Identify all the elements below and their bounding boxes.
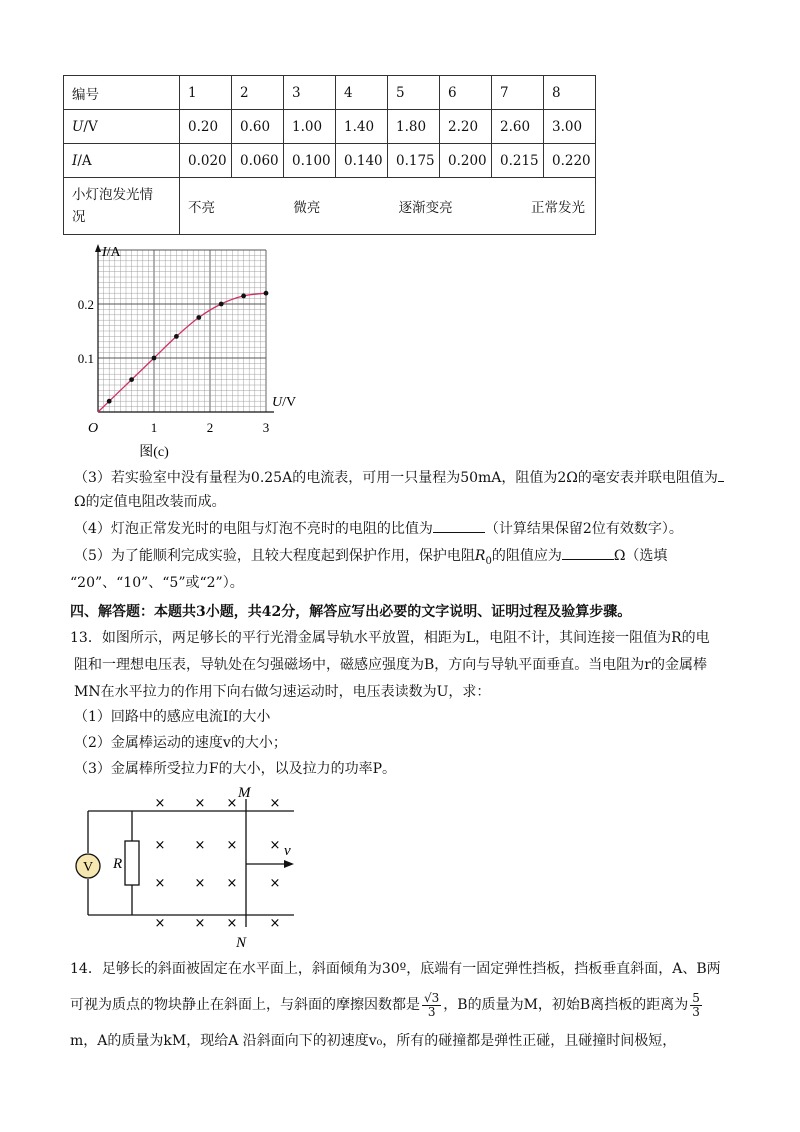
section-heading: 四、解答题：本题共3小题，共42分，解答应写出必要的文字说明、证明过程及验算步骤。 [70, 604, 632, 620]
voltmeter-label: V [82, 860, 94, 875]
table-cell: 0.220 [544, 144, 596, 178]
table-cell: 1.00 [284, 110, 336, 144]
problem-14-line: 14．足够长的斜面被固定在水平面上，斜面倾角为30º，底端有一固定弹性挡板，挡板垂直斜面，A、B两 [70, 961, 721, 977]
table-cell: 8 [544, 76, 596, 110]
table-cell: 5 [388, 76, 440, 110]
x-axis-label: U/V [272, 395, 297, 410]
field-cross: × [269, 876, 281, 891]
table-cell: 2.60 [492, 110, 544, 144]
problem-13-line: 阻和一理想电压表，导轨处在匀强磁场中，磁感应强度为B，方向与导轨平面垂直。当电阻为r的金属棒 [74, 657, 707, 673]
question-5-cont: “20”、“10”、“5”或“2”）。 [70, 575, 244, 591]
rod-label-n: N [236, 935, 247, 951]
field-cross: × [194, 876, 206, 891]
field-cross: × [226, 876, 238, 891]
lamp-state: 微亮 [293, 200, 321, 216]
y-tick-label: 0.1 [77, 351, 94, 366]
problem-13-line: 13．如图所示，两足够长的平行光滑金属导轨水平放置，相距为L，电阻不计，其间连接一阻值为R的电 [70, 630, 710, 646]
field-cross: × [194, 838, 206, 853]
field-cross: × [269, 916, 281, 931]
table-cell: 7 [492, 76, 544, 110]
question-5: （5）为了能顺利完成实验，且较大程度起到保护作用，保护电阻$R_0$的阻值应为 Ω（选填 [74, 548, 668, 567]
y-axis-arrow [95, 244, 101, 252]
table-cell: 2.20 [440, 110, 492, 144]
table-cell: 3.00 [544, 110, 596, 144]
field-cross: × [226, 838, 238, 853]
answer-blank[interactable] [433, 520, 485, 533]
table-cell: 0.20 [180, 110, 232, 144]
data-point [241, 294, 246, 299]
table-cell: 0.100 [284, 144, 336, 178]
answer-blank[interactable] [562, 547, 614, 560]
x-tick-label: 3 [262, 420, 270, 435]
lamp-states [188, 196, 595, 216]
velocity-arrow [284, 860, 294, 868]
table-cell: 6 [440, 76, 492, 110]
lamp-state: 逐渐变亮 [398, 200, 453, 216]
table-row-label: 小灯泡发光情 况 [64, 178, 180, 235]
field-cross: × [194, 796, 206, 811]
chart-axes [95, 244, 274, 412]
y-tick-label: 0.2 [77, 297, 94, 312]
answer-blank[interactable] [718, 469, 724, 482]
data-point [264, 291, 269, 296]
y-axis-label: I/A [102, 245, 121, 260]
problem-14-line: m，A的质量为kM，现给A 沿斜面向下的初速度v₀，所有的碰撞都是弹性正碰，且碰撞时间极短， [70, 1033, 677, 1049]
question-3: （3）若实验室中没有量程为0.25A的电流表，可用一只量程为50mA，阻值为2Ω的毫安表并联电阻值为 [74, 467, 724, 489]
data-point [219, 302, 224, 307]
fraction: $\frac{√3}{3}$ [424, 990, 440, 1019]
field-cross: × [194, 916, 206, 931]
table-cell: 3 [284, 76, 336, 110]
table-row-current [64, 144, 596, 178]
table-cell: 0.60 [232, 110, 284, 144]
field-cross: × [154, 916, 166, 931]
x-tick-label: 1 [150, 420, 158, 435]
problem-14-line: 可视为质点的物块静止在斜面上，与斜面的摩擦因数都是 $\frac{√3}{3}$ ，B的质量为M，初始B离挡板的距离为 $\frac{5}{3}$ [70, 990, 700, 1019]
origin-label: O [88, 421, 99, 436]
table-cell: 4 [336, 76, 388, 110]
problem-13-sub: （3）金属棒所受拉力F的大小，以及拉力的功率P。 [74, 761, 397, 777]
data-point [129, 377, 134, 382]
table-cell: 0.175 [388, 144, 440, 178]
question-3-cont: Ω的定值电阻改装而成。 [74, 494, 226, 510]
data-table [63, 75, 596, 235]
rod-label-m: M [238, 785, 251, 801]
field-cross: × [226, 796, 238, 811]
field-cross: × [269, 796, 281, 811]
lamp-state: 不亮 [188, 200, 215, 216]
iu-chart [60, 240, 320, 465]
problem-13-line: MN在水平拉力的作用下向右做匀速运动时，电压表读数为U，求： [74, 684, 491, 700]
table-cell: 编号 [64, 76, 180, 110]
table-cell: 1.40 [336, 110, 388, 144]
x-tick-label: 2 [206, 420, 214, 435]
table-cell: 0.215 [492, 144, 544, 178]
table-cell: 0.200 [440, 144, 492, 178]
data-point [196, 315, 201, 320]
field-cross: × [154, 796, 166, 811]
circuit-diagram [70, 785, 310, 953]
lamp-state: 正常发光 [530, 200, 585, 216]
table-row-label: I/A [64, 144, 180, 178]
table-cell: 2 [232, 76, 284, 110]
figure-caption: 图(c) [139, 445, 169, 460]
table-row-voltage [64, 110, 596, 144]
fraction: $\frac{5}{3}$ [692, 990, 700, 1019]
table-cell: 1 [180, 76, 232, 110]
table-row-label: U/V [64, 110, 180, 144]
question-4: （4）灯泡正常发光时的电阻与灯泡不亮时的电阻的比值为 （计算结果保留2位有效数字）。 [74, 521, 683, 537]
problem-13-sub: （1）回路中的感应电流I的大小 [74, 709, 271, 725]
velocity-label: v [284, 843, 291, 859]
table-header-row [64, 76, 596, 110]
table-cell: 1.80 [388, 110, 440, 144]
table-cell: 0.060 [232, 144, 284, 178]
data-point [174, 334, 179, 339]
table-cell: 0.020 [180, 144, 232, 178]
field-cross: × [226, 916, 238, 931]
data-point [152, 356, 157, 361]
data-point [107, 399, 112, 404]
problem-13-sub: （2）金属棒运动的速度v的大小； [74, 735, 287, 751]
lamp-state-cell [180, 178, 596, 235]
field-cross: × [269, 838, 281, 853]
table-cell: 0.140 [336, 144, 388, 178]
field-cross: × [154, 876, 166, 891]
field-cross: × [154, 838, 166, 853]
table-row-lamp [64, 178, 596, 235]
resistor-label: R [113, 856, 123, 872]
